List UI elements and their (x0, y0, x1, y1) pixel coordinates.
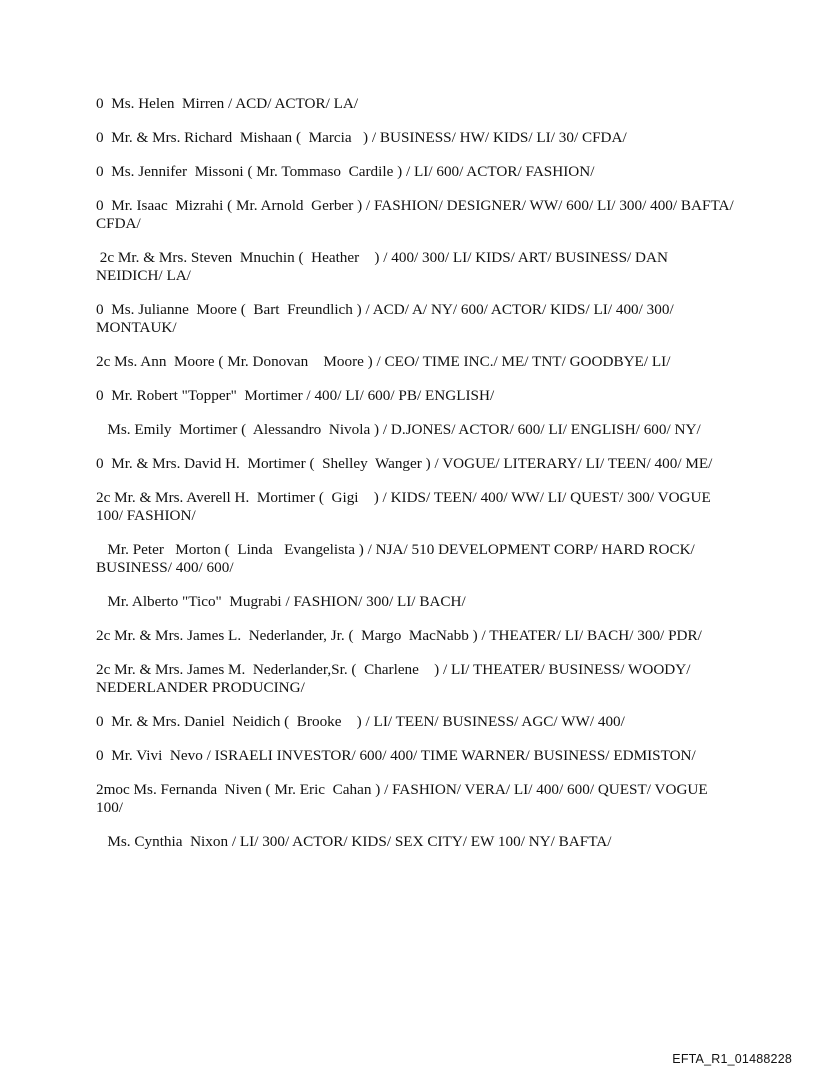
guest-entry: Ms. Emily Mortimer ( Alessandro Nivola ) / D.JONES/ ACTOR/ 600/ LI/ ENGLISH/ 600/ NY/ (96, 421, 701, 438)
guest-entry: Mr. Alberto "Tico" Mugrabi / FASHION/ 300/ LI/ BACH/ (96, 593, 466, 610)
guest-entry: 0 Mr. Robert "Topper" Mortimer / 400/ LI/ 600/ PB/ ENGLISH/ (96, 387, 495, 404)
guest-entry: 0 Mr. Isaac Mizrahi ( Mr. Arnold Gerber ) / FASHION/ DESIGNER/ WW/ 600/ LI/ 300/ 400/ BAFTA/ CFDA/ (96, 197, 738, 232)
guest-entry: 2moc Ms. Fernanda Niven ( Mr. Eric Cahan ) / FASHION/ VERA/ LI/ 400/ 600/ QUEST/ VOGUE 100/ (96, 781, 712, 816)
guest-entry: 0 Ms. Jennifer Missoni ( Mr. Tommaso Cardile ) / LI/ 600/ ACTOR/ FASHION/ (96, 163, 595, 180)
guest-entry: 2c Ms. Ann Moore ( Mr. Donovan Moore ) / CEO/ TIME INC./ ME/ TNT/ GOODBYE/ LI/ (96, 353, 671, 370)
guest-entry: 0 Ms. Julianne Moore ( Bart Freundlich ) / ACD/ A/ NY/ 600/ ACTOR/ KIDS/ LI/ 400/ 300/ MONTAUK/ (96, 301, 678, 336)
guest-entry: 0 Mr. & Mrs. David H. Mortimer ( Shelley Wanger ) / VOGUE/ LITERARY/ LI/ TEEN/ 400/ ME/ (96, 455, 713, 472)
document-id-footer: EFTA_R1_01488228 (672, 1052, 792, 1066)
guest-entry: Mr. Peter Morton ( Linda Evangelista ) / NJA/ 510 DEVELOPMENT CORP/ HARD ROCK/ BUSINESS/ 400/ 600/ (96, 541, 699, 576)
guest-entry: 2c Mr. & Mrs. Steven Mnuchin ( Heather ) / 400/ 300/ LI/ KIDS/ ART/ BUSINESS/ DAN NEIDICH/ LA/ (96, 249, 672, 284)
guest-entry: 0 Mr. Vivi Nevo / ISRAELI INVESTOR/ 600/ 400/ TIME WARNER/ BUSINESS/ EDMISTON/ (96, 747, 696, 764)
guest-entry: 0 Mr. & Mrs. Richard Mishaan ( Marcia ) / BUSINESS/ HW/ KIDS/ LI/ 30/ CFDA/ (96, 129, 627, 146)
guest-entry: 0 Ms. Helen Mirren / ACD/ ACTOR/ LA/ (96, 95, 359, 112)
guest-entry: 2c Mr. & Mrs. James L. Nederlander, Jr. ( Margo MacNabb ) / THEATER/ LI/ BACH/ 300/ PDR/ (96, 627, 702, 644)
guest-entry: 2c Mr. & Mrs. James M. Nederlander,Sr. ( Charlene ) / LI/ THEATER/ BUSINESS/ WOODY/ NEDERLANDER PRODUCING/ (96, 661, 695, 696)
guest-entry: Ms. Cynthia Nixon / LI/ 300/ ACTOR/ KIDS/ SEX CITY/ EW 100/ NY/ BAFTA/ (96, 833, 612, 850)
guest-entry: 0 Mr. & Mrs. Daniel Neidich ( Brooke ) / LI/ TEEN/ BUSINESS/ AGC/ WW/ 400/ (96, 713, 625, 730)
guest-entry: 2c Mr. & Mrs. Averell H. Mortimer ( Gigi ) / KIDS/ TEEN/ 400/ WW/ LI/ QUEST/ 300/ VOGUE 100/ FASHION/ (96, 489, 715, 524)
guest-list-page (96, 95, 736, 867)
